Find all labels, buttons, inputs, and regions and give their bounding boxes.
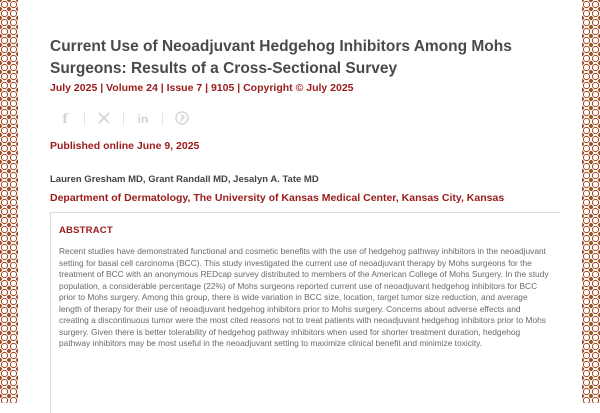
article-meta: July 2025 | Volume 24 | Issue 7 | 9105 | Copyright © July 2025 <box>50 82 354 94</box>
x-icon <box>98 112 110 127</box>
author-affiliation: Department of Dermatology, The University of Kansas Medical Center, Kansas City, Kansas <box>50 192 505 204</box>
published-date: Published online June 9, 2025 <box>50 140 200 152</box>
decorative-border-right <box>582 0 600 403</box>
abstract-section <box>50 213 560 413</box>
share-divider <box>84 112 85 126</box>
decorative-border-left <box>0 0 18 403</box>
facebook-share-button[interactable] <box>50 110 80 128</box>
article-title: Current Use of Neoadjuvant Hedgehog Inhibitors Among Mohs Surgeons: Results of a Cross-Sectional Survey <box>50 38 512 77</box>
linkedin-icon: in <box>137 112 149 126</box>
pinterest-icon <box>175 111 189 128</box>
share-divider <box>123 112 124 126</box>
x-share-button[interactable] <box>89 110 119 128</box>
abstract-heading: ABSTRACT <box>59 225 113 236</box>
author-list: Lauren Gresham MD, Grant Randall MD, Jesalyn A. Tate MD <box>50 174 319 185</box>
share-bar <box>50 110 197 128</box>
pinterest-share-button[interactable] <box>167 110 197 128</box>
abstract-text: Recent studies have demonstrated functional and cosmetic benefits with the use of hedgehog pathway inhibitors in the neoadjuvant setting for basal cell carcinoma (BCC). This study investigated the current use of neoadjuvant therapy by Mohs surgeons for the treatment of BCC with an anonymous REDcap survey distributed to members of the American College of Mohs Surgery. In the study population, a considerable percentage (22%) of Mohs surgeons reported current use of neoadjuvant hedgehog inhibitors for BCC prior to Mohs surgery. Among this group, there is wide variation in BCC size, location, target tumor size reduction, and average length of therapy for their use of neoadjuvant hedgehog inhibitors prior to Mohs surgery. Concerns about adverse effects and creating a discontinuous tumor were the most cited reasons not to treat patients with neoadjuvant hedgehog inhibitors prior to Mohs surgery. Given there is better tolerability of hedgehog pathway inhibitors when used for shorter treatment duration, hedgehog pathway inhibitors may be most useful in the neoadjuvant setting to maximize clinical benefit and minimize toxicity. <box>59 246 549 348</box>
facebook-icon: f <box>62 111 68 127</box>
linkedin-share-button[interactable] <box>128 110 158 128</box>
share-divider <box>162 112 163 126</box>
